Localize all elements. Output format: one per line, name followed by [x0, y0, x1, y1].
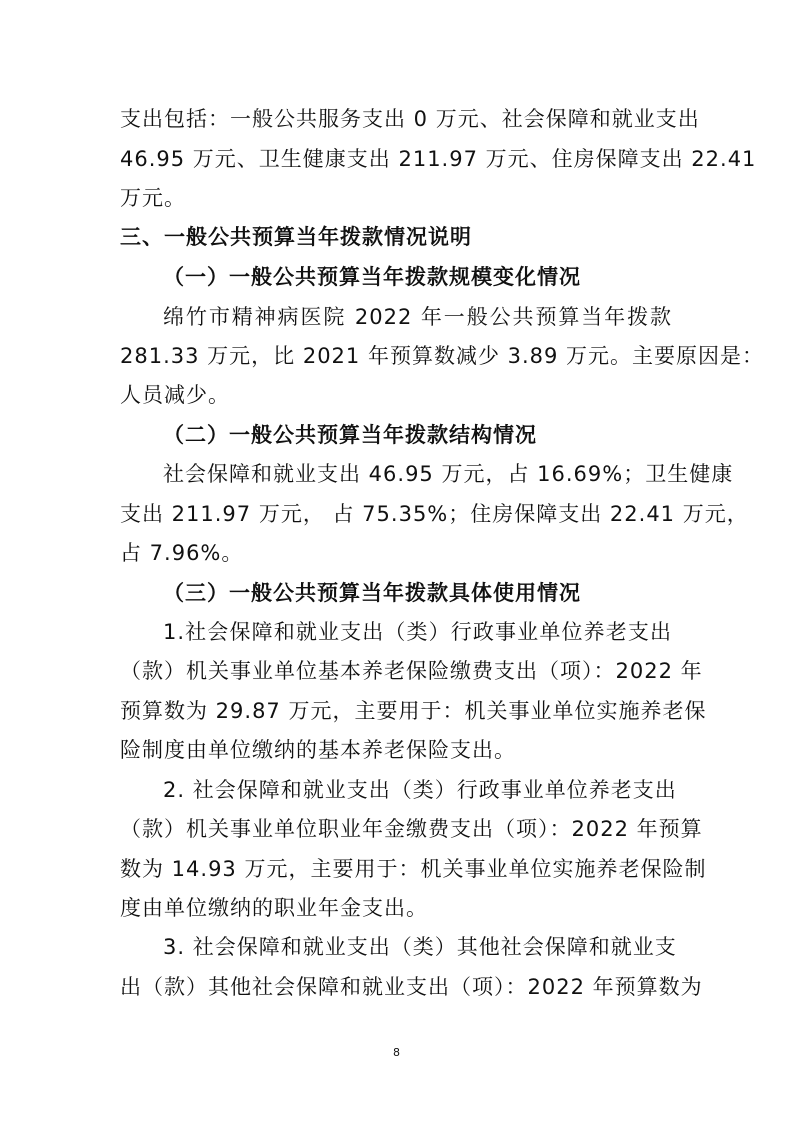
body-line: 数为 14.93 万元，主要用于：机关事业单位实施养老保险制 — [120, 857, 707, 881]
body-line: 支出包括：一般公共服务支出 0 万元、社会保障和就业支出 — [120, 107, 700, 131]
page-number: 8 — [393, 1046, 400, 1059]
body-line: 险制度由单位缴纳的基本养老保险支出。 — [120, 738, 516, 762]
subsection-heading: （一）一般公共预算当年拨款规模变化情况 — [163, 265, 581, 289]
body-line: （款）机关事业单位基本养老保险缴费支出（项）：2022 年 — [120, 659, 703, 683]
section-heading: 三、一般公共预算当年拨款情况说明 — [120, 225, 472, 249]
paragraph-first-line: 2. 社会保障和就业支出（类）行政事业单位养老支出 — [163, 778, 677, 802]
paragraph-first-line: 绵竹市精神病医院 2022 年一般公共预算当年拨款 — [163, 305, 672, 329]
body-line: 预算数为 29.87 万元，主要用于：机关事业单位实施养老保 — [120, 699, 707, 723]
paragraph-first-line: 1.社会保障和就业支出（类）行政事业单位养老支出 — [163, 620, 672, 644]
body-line: 万元。 — [120, 186, 186, 210]
body-line: 281.33 万元，比 2021 年预算数减少 3.89 万元。主要原因是： — [120, 344, 765, 368]
body-line: 46.95 万元、卫生健康支出 211.97 万元、住房保障支出 22.41 — [120, 147, 757, 171]
body-line: 支出 211.97 万元， 占 75.35%；住房保障支出 22.41 万元， — [120, 502, 749, 526]
subsection-heading: （二）一般公共预算当年拨款结构情况 — [163, 423, 537, 447]
paragraph-first-line: 3. 社会保障和就业支出（类）其他社会保障和就业支 — [163, 935, 677, 959]
paragraph-first-line: 社会保障和就业支出 46.95 万元，占 16.69%；卫生健康 — [163, 462, 734, 486]
subsection-heading: （三）一般公共预算当年拨款具体使用情况 — [163, 581, 581, 605]
body-line: （款）机关事业单位职业年金缴费支出（项）：2022 年预算 — [120, 817, 703, 841]
body-line: 出（款）其他社会保障和就业支出（项）：2022 年预算数为 — [120, 975, 703, 999]
body-line: 人员减少。 — [120, 383, 230, 407]
body-line: 占 7.96%。 — [120, 541, 244, 565]
body-line: 度由单位缴纳的职业年金支出。 — [120, 896, 428, 920]
